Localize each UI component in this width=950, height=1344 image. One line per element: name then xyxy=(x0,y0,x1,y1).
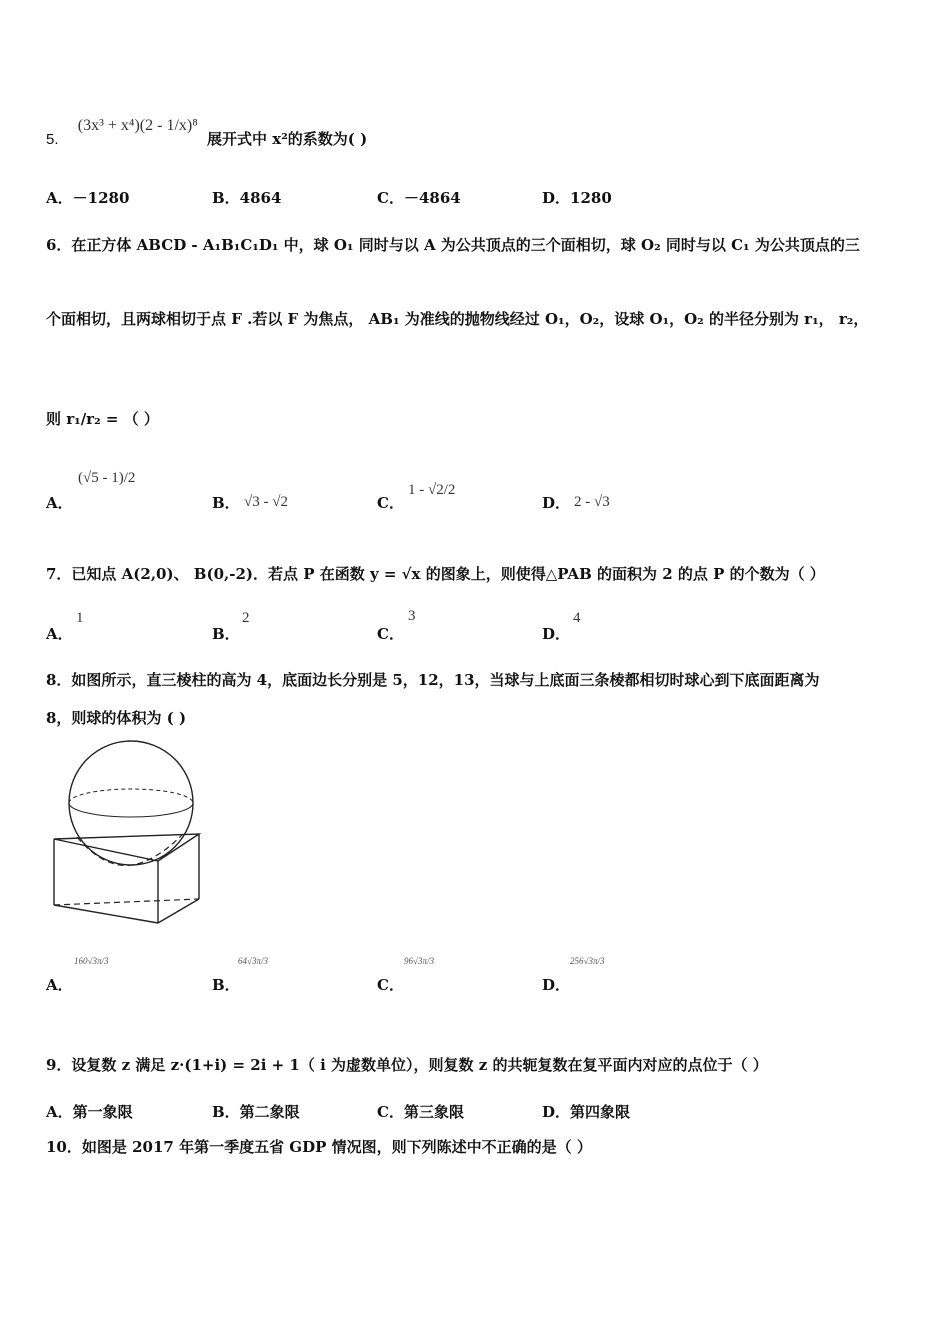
q9-option-b: B．第二象限 xyxy=(212,1103,300,1121)
q6-option-d-label: D． xyxy=(542,494,571,512)
question-6-line-1: 6．在正方体 ABCD - A₁B₁C₁D₁ 中，球 O₁ 同时与以 A 为公共顶点的三个面相切，球 O₂ 同时与以 C₁ 为公共顶点的三 xyxy=(46,236,860,254)
question-5 xyxy=(46,117,368,148)
q9-option-a: A．第一象限 xyxy=(46,1103,133,1121)
prism-bottom-front-left xyxy=(54,905,158,923)
q5-option-d: D．1280 xyxy=(542,189,612,207)
q7-option-a-label: A． xyxy=(46,625,73,643)
q7-option-a-value: 1 xyxy=(76,610,84,626)
prism-bottom-back xyxy=(54,899,199,905)
question-9: 9．设复数 z 满足 z·(1+i) = 2i + 1（ i 为虚数单位），则复数 z 的共轭复数在复平面内对应的点位于（ ） xyxy=(46,1056,768,1074)
q6-option-c-label: C． xyxy=(377,494,404,512)
sphere-prism-figure xyxy=(44,737,214,937)
q6-option-b-label: B． xyxy=(212,494,240,512)
q6-option-d-value: 2 - √3 xyxy=(574,494,610,510)
prism-bottom-front-right xyxy=(158,899,199,923)
q9-option-d: D．第四象限 xyxy=(542,1103,631,1121)
question-8-line-2: 8，则球的体积为 ( ) xyxy=(46,709,187,727)
question-5-text: 展开式中 x²的系数为( ) xyxy=(207,130,368,148)
prism-top-face xyxy=(54,834,199,861)
q7-option-b-value: 2 xyxy=(242,610,250,626)
q8-option-d-value: 256√3π/3 xyxy=(570,956,605,966)
q6-option-b-value: √3 - √2 xyxy=(244,494,288,510)
question-6-line-3: 则 r₁/r₂ = （ ） xyxy=(46,410,159,428)
q5-option-b: B．4864 xyxy=(212,189,282,207)
question-10: 10．如图是 2017 年第一季度五省 GDP 情况图，则下列陈述中不正确的是（ ） xyxy=(46,1138,592,1156)
question-7: 7．已知点 A(2,0)、 B(0,-2)．若点 P 在函数 y = √x 的图象上，则使得△PAB 的面积为 2 的点 P 的个数为（ ） xyxy=(46,565,825,583)
question-5-formula: (3x³ + x⁴)(2 - 1/x)⁸ xyxy=(77,117,198,134)
q7-option-c-label: C． xyxy=(377,625,404,643)
question-6-line-2: 个面相切，且两球相切于点 F .若以 F 为焦点， AB₁ 为准线的抛物线经过 O₁，O₂，设球 O₁，O₂ 的半径分别为 r₁， r₂， xyxy=(46,310,869,328)
q5-option-c: C．－4864 xyxy=(377,189,461,207)
q8-option-d-label: D． xyxy=(542,976,571,994)
q7-option-d-value: 4 xyxy=(573,610,581,626)
question-8-line-1: 8．如图所示，直三棱柱的高为 4，底面边长分别是 5，12，13，当球与上底面三条棱都相切时球心到下底面距离为 xyxy=(46,671,820,689)
question-5-number: 5. xyxy=(46,131,59,148)
q8-option-c-value: 96√3π/3 xyxy=(404,956,434,966)
sphere-hidden-arc xyxy=(77,835,182,865)
q5-option-a: A．－1280 xyxy=(46,189,130,207)
q7-option-b-label: B． xyxy=(212,625,240,643)
q8-option-a-label: A． xyxy=(46,976,73,994)
q7-option-d-label: D． xyxy=(542,625,571,643)
q6-option-a-value: (√5 - 1)/2 xyxy=(78,470,136,486)
q6-option-c-value: 1 - √2/2 xyxy=(408,482,456,498)
q7-option-c-value: 3 xyxy=(408,608,416,624)
q8-option-c-label: C． xyxy=(377,976,404,994)
q8-option-b-value: 64√3π/3 xyxy=(238,956,268,966)
q8-option-b-label: B． xyxy=(212,976,240,994)
q6-option-a-label: A． xyxy=(46,494,73,512)
q8-option-a-value: 160√3π/3 xyxy=(74,956,109,966)
sphere-equator-back xyxy=(69,789,193,803)
q9-option-c: C．第三象限 xyxy=(377,1103,464,1121)
sphere-equator-front xyxy=(69,803,193,817)
